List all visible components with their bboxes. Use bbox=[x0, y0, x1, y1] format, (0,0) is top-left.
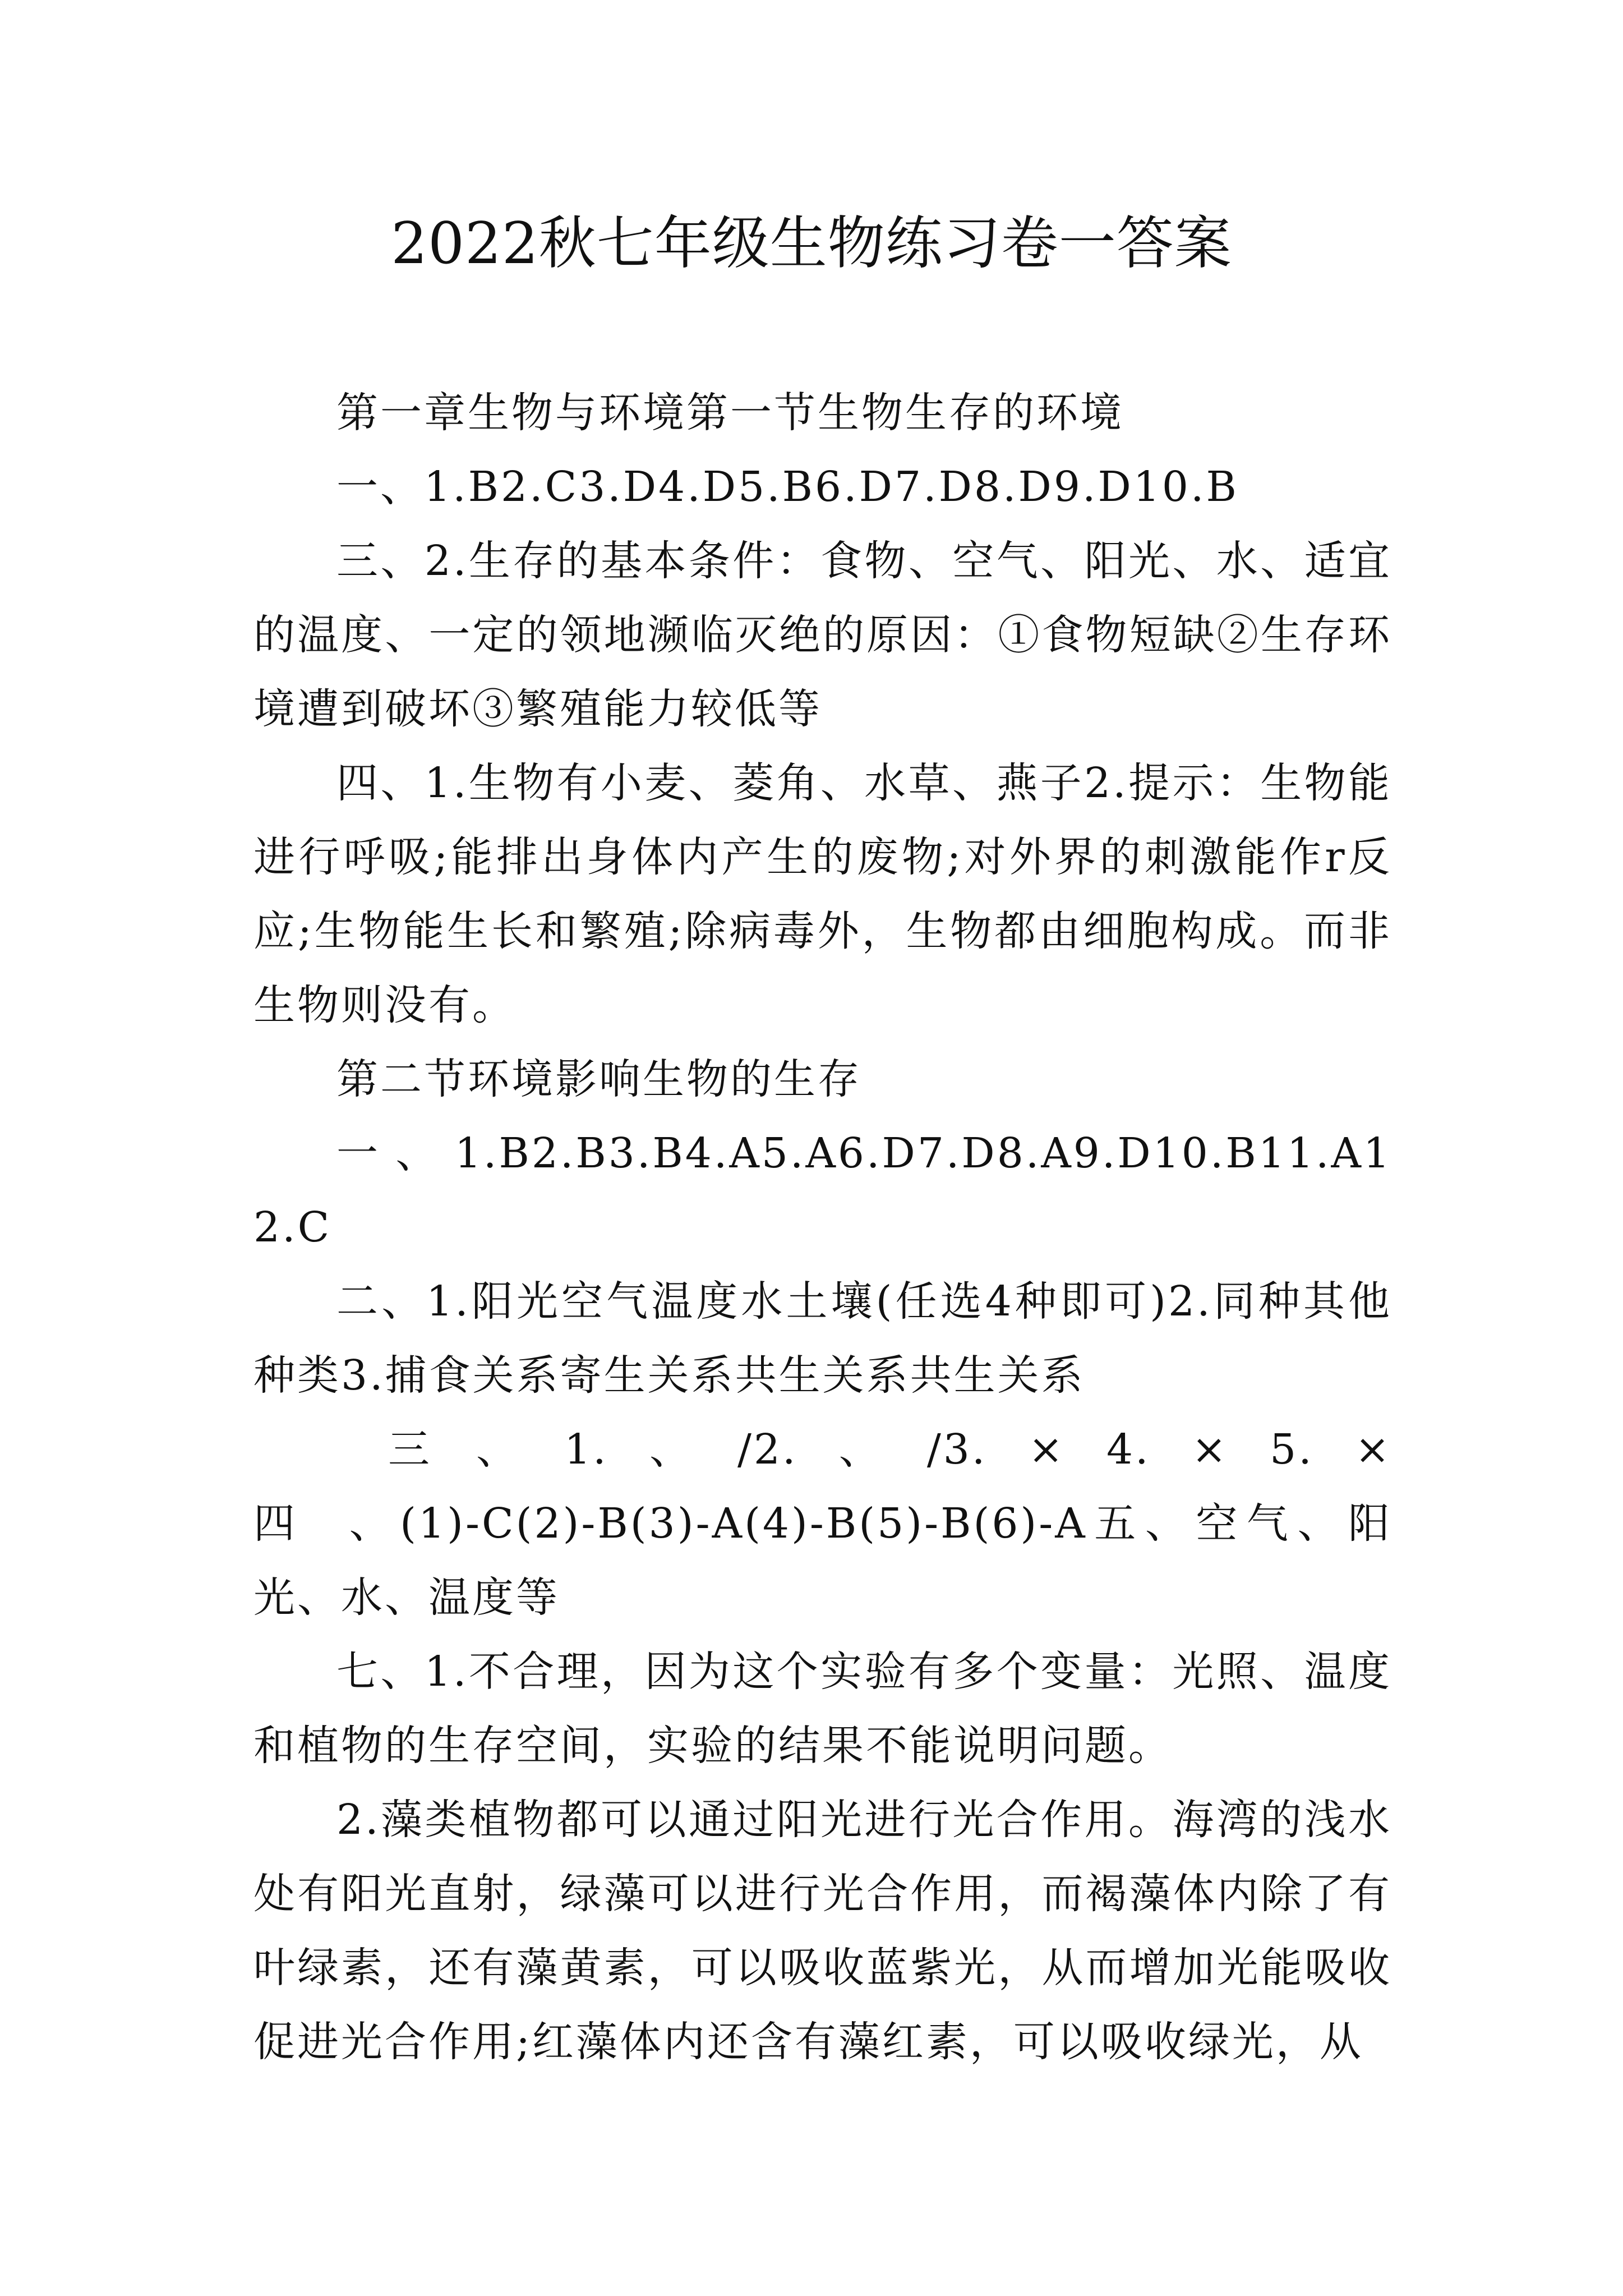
document-title: 2022秋七年级生物练习卷一答案 bbox=[391, 210, 1232, 277]
answer-paragraph: 七、1.不合理，因为这个实验有多个变量：光照、温度和植物的生存空间，实验的结果不能说明问题。 bbox=[253, 1648, 1392, 1770]
answer-paragraph: 二、1.阳光空气温度水土壤(任选4种即可)2.同种其他种类3.捕食关系寄生关系共生关系共生关系 bbox=[253, 1277, 1392, 1400]
section-heading-section-2: 第二节环境影响生物的生存 bbox=[336, 1055, 861, 1103]
document-body bbox=[253, 376, 1392, 2079]
answer-paragraph: 一、1.B2.C3.D4.D5.B6.D7.D8.D9.D10.B bbox=[336, 463, 1239, 511]
answer-paragraph: 一、1.B2.B3.B4.A5.A6.D7.D8.A9.D10.B11.A12.C bbox=[253, 1129, 1392, 1251]
section-heading-chapter-1: 第一章生物与环境第一节生物生存的环境 bbox=[336, 389, 1124, 437]
answer-paragraph: 四、1.生物有小麦、菱角、水草、燕子2.提示：生物能进行呼吸;能排出身体内产生的废物;对外界的刺激能作r反应;生物能生长和繁殖;除病毒外，生物都由细胞构成。而非生物则没有。 bbox=[253, 759, 1392, 1029]
answer-paragraph: 2.藻类植物都可以通过阳光进行光合作用。海湾的浅水处有阳光直射，绿藻可以进行光合作用，而褐藻体内除了有叶绿素，还有藻黄素，可以吸收蓝紫光，从而增加光能吸收促进光合作用;红藻体内还含有藻红素，可以吸收绿光，从 bbox=[253, 1796, 1392, 2066]
answer-paragraph: 三 、 1. 、 /2. 、 /3. × 4. × 5. × 四 、(1)-C(2)-B(3)-A(4)-B(5)-B(6)-A五、空气、阳光、水、温度等 bbox=[253, 1425, 1392, 1622]
answer-paragraph: 三、2.生存的基本条件：食物、空气、阳光、水、适宜的温度、一定的领地濒临灭绝的原因：①食物短缺②生存环境遭到破坏③繁殖能力较低等 bbox=[253, 537, 1392, 733]
